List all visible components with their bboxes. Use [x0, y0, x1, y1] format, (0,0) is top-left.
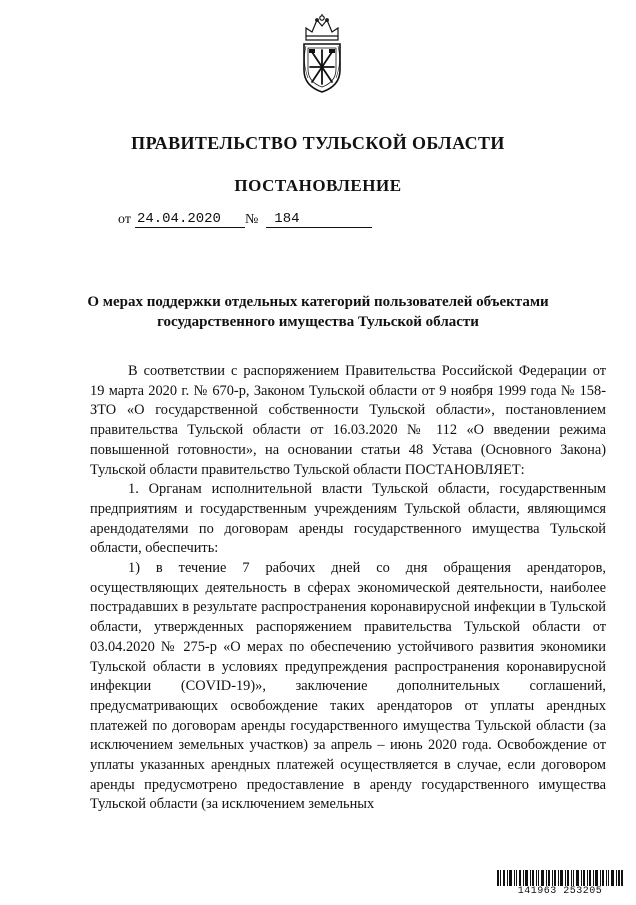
clause-1-1-paragraph: 1) в течение 7 рабочих дней со дня обращения арендаторов, осуществляющих деятельность в сферах экономической деятельности, наиболее пострадавших в результате распространения коронавирусной инфекции в Тульской области, утвержденных распоряжением правительства Тульской области от 03.04.2020 № 275-р «О мерах по обеспечению устойчивого развития экономики Тульской области в условиях предупреждения распространения коронавирусной инфекции (COVID-19)», заключение дополнительных соглашений, предусматривающих освобождение таких арендаторов от уплаты арендных платежей по договорам аренды государственного имущества Тульской области (за исключением земельных участков) за апрель – июнь 2020 года. Освобождение от уплаты указанных арендных платежей осуществляется в случае, если договором аренды предусмотрено предоставление в аренду государственного имущества Тульской области (за исключением земельных: [90, 560, 606, 813]
document-number: 184: [266, 211, 372, 228]
preamble-paragraph: В соответствии с распоряжением Правительства Российской Федерации от 19 марта 2020 г. № 670-р, Законом Тульской области от 9 ноября 1999 года № 158-ЗТО «О государственной собственности Тульской области», постановлением правительства Тульской области от 16.03.2020 № 112 «О введении режима повышенной готовности», на основании статьи 48 Устава (Основного Закона) Тульской области правительство Тульской области ПОСТАНОВЛЯЕТ:: [90, 363, 606, 478]
document-date-number-line: [118, 211, 372, 228]
document-type: ПОСТАНОВЛЕНИЕ: [234, 176, 402, 195]
document-title: О мерах поддержки отдельных категорий пользователей объектами государственного имущества Тульской области: [87, 294, 549, 330]
barcode-icon: [497, 870, 623, 886]
barcode: [497, 870, 623, 900]
government-name: ПРАВИТЕЛЬСТВО ТУЛЬСКОЙ ОБЛАСТИ: [131, 133, 505, 153]
clause-1-paragraph: 1. Органам исполнительной власти Тульской области, государственным предприятиям и государственным учреждениям Тульской области, являющимся арендодателями по договорам аренды государственного имущества Тульской области, обеспечить:: [90, 481, 606, 557]
document-date: 24.04.2020: [135, 211, 245, 228]
barcode-number: 141963 253205: [517, 886, 603, 897]
tula-coat-of-arms-icon: [298, 12, 346, 96]
number-prefix: №: [244, 212, 259, 227]
date-prefix: от: [118, 212, 131, 227]
document-body: [90, 362, 606, 815]
